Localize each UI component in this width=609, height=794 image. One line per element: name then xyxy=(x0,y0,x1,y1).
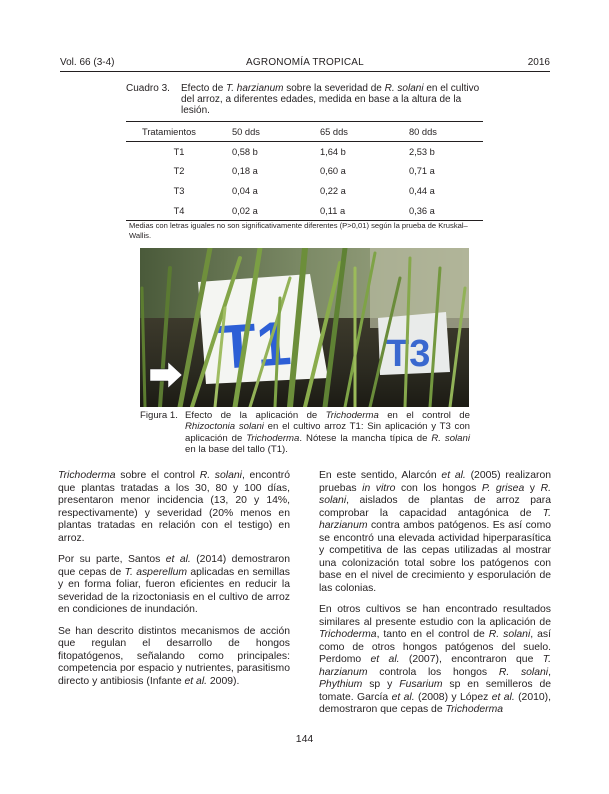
sign-t3-text: T3 xyxy=(386,333,431,375)
figure-caption xyxy=(140,410,470,456)
value-cell: 0,02 a xyxy=(232,201,320,221)
rice-plants-photo xyxy=(140,248,469,407)
table-caption xyxy=(126,83,488,116)
table-number: Cuadro 3. xyxy=(126,83,170,94)
year-label: 2016 xyxy=(527,57,550,68)
paragraph: En este sentido, Alarcón et al. (2005) realizaron pruebas in vitro con los hongos P. grisea y R. solani, aislados de plantas de arroz para comprobar la capacidad antagónica de T. harzianum contra ambos patógenos. Es así como se encontró una elevada actividad hiperparasítica y competitiva de las cepas utilizadas al mostrar una colonización total sobre los patógenos con base en el nivel de crecimiento y esporulación de las colonias. xyxy=(319,470,552,594)
table-caption-text: Efecto de T. harzianum sobre la severidad de R. solani en el cultivo del arroz, a diferentes edades, medida en base a la altura de la lesión. xyxy=(181,83,480,116)
volume-label: Vol. 66 (3-4) xyxy=(60,57,115,68)
table-footnote: Medias con letras iguales no son significativamente diferentes (P>0,01) según la prueba de Kruskal– Wallis. xyxy=(129,221,468,240)
paragraph: Por su parte, Santos et al. (2014) demostraron que cepas de T. asperellum aplicadas en semillas y en forma foliar, fueron eficientes en reducir la severidad de la rizoctoniasis en el cultivo de arroz en condiciones de inundación. xyxy=(58,554,290,615)
treatment-cell: T3 xyxy=(173,185,185,196)
running-header xyxy=(60,57,550,72)
figure-caption-text: Efecto de la aplicación de Trichoderma en el control de Rhizoctonia solani en el cultivo arroz T1: Sin aplicación y T3 con aplicación de Trichoderma. Nótese la mancha típica de R. solani en la base del tallo (T1). xyxy=(185,410,470,456)
value-cell: 0,71 a xyxy=(409,166,435,177)
value-cell: 0,22 a xyxy=(320,185,346,196)
treatment-cell: T4 xyxy=(126,201,232,221)
value-cell: 0,36 a xyxy=(409,201,483,221)
value-cell: 0,11 a xyxy=(320,201,409,221)
column-header: Tratamientos xyxy=(126,122,232,142)
column-header: 65 dds xyxy=(320,122,409,142)
right-column xyxy=(319,470,551,726)
page-number: 144 xyxy=(295,733,314,745)
journal-title: AGRONOMÍA TROPICAL xyxy=(246,57,364,68)
paragraph: En otros cultivos se han encontrado resultados similares al presente estudio con la aplicación de Trichoderma, tanto en el control de R. solani, así como de otros hongos patógenos del suelo. Perdomo et al. (2007), encontraron que T. harzianum controla los hongos R. solani, Phythium sp y Fusarium sp en semilleros de tomate. García et al. (2008) y López et al. (2010), demostraron que cepas de Trichoderma xyxy=(319,604,552,715)
value-cell: 0,58 b xyxy=(232,146,258,157)
table-header-row xyxy=(126,122,483,142)
treatment-cell: T2 xyxy=(173,166,185,177)
column-header: 80 dds xyxy=(409,122,483,142)
left-column xyxy=(58,470,290,697)
treatment-cell: T1 xyxy=(173,146,185,157)
column-header: 50 dds xyxy=(232,122,320,142)
results-table xyxy=(126,121,483,221)
value-cell: 0,60 a xyxy=(320,166,346,177)
value-cell: 2,53 b xyxy=(409,146,435,157)
value-cell: 0,44 a xyxy=(409,185,435,196)
table-row xyxy=(126,201,483,221)
sign-t1-text: T1 xyxy=(216,308,294,383)
paragraph: Se han descrito distintos mecanismos de acción que regulan el desarrollo de hongos fitopatógenos, señalando como principales: competencia por espacio y nutrientes, parasitismo directo y antibiosis (Infante et al. 2009). xyxy=(58,625,290,687)
table-row xyxy=(126,142,483,162)
paragraph: Trichoderma sobre el control R. solani, encontró que plantas tratadas a los 30, 80 y 100 días, presentaron menor incidencia (13, 20 y 14%, respectivamente) y severidad (20% menos en plantas tratadas en relación con el testigo) en arroz. xyxy=(58,470,290,544)
value-cell: 1,64 b xyxy=(320,146,346,157)
value-cell: 0,18 a xyxy=(232,166,258,177)
table-row xyxy=(126,181,483,201)
figure-label: Figura 1. xyxy=(140,410,178,421)
table-row xyxy=(126,162,483,182)
value-cell: 0,04 a xyxy=(232,185,258,196)
